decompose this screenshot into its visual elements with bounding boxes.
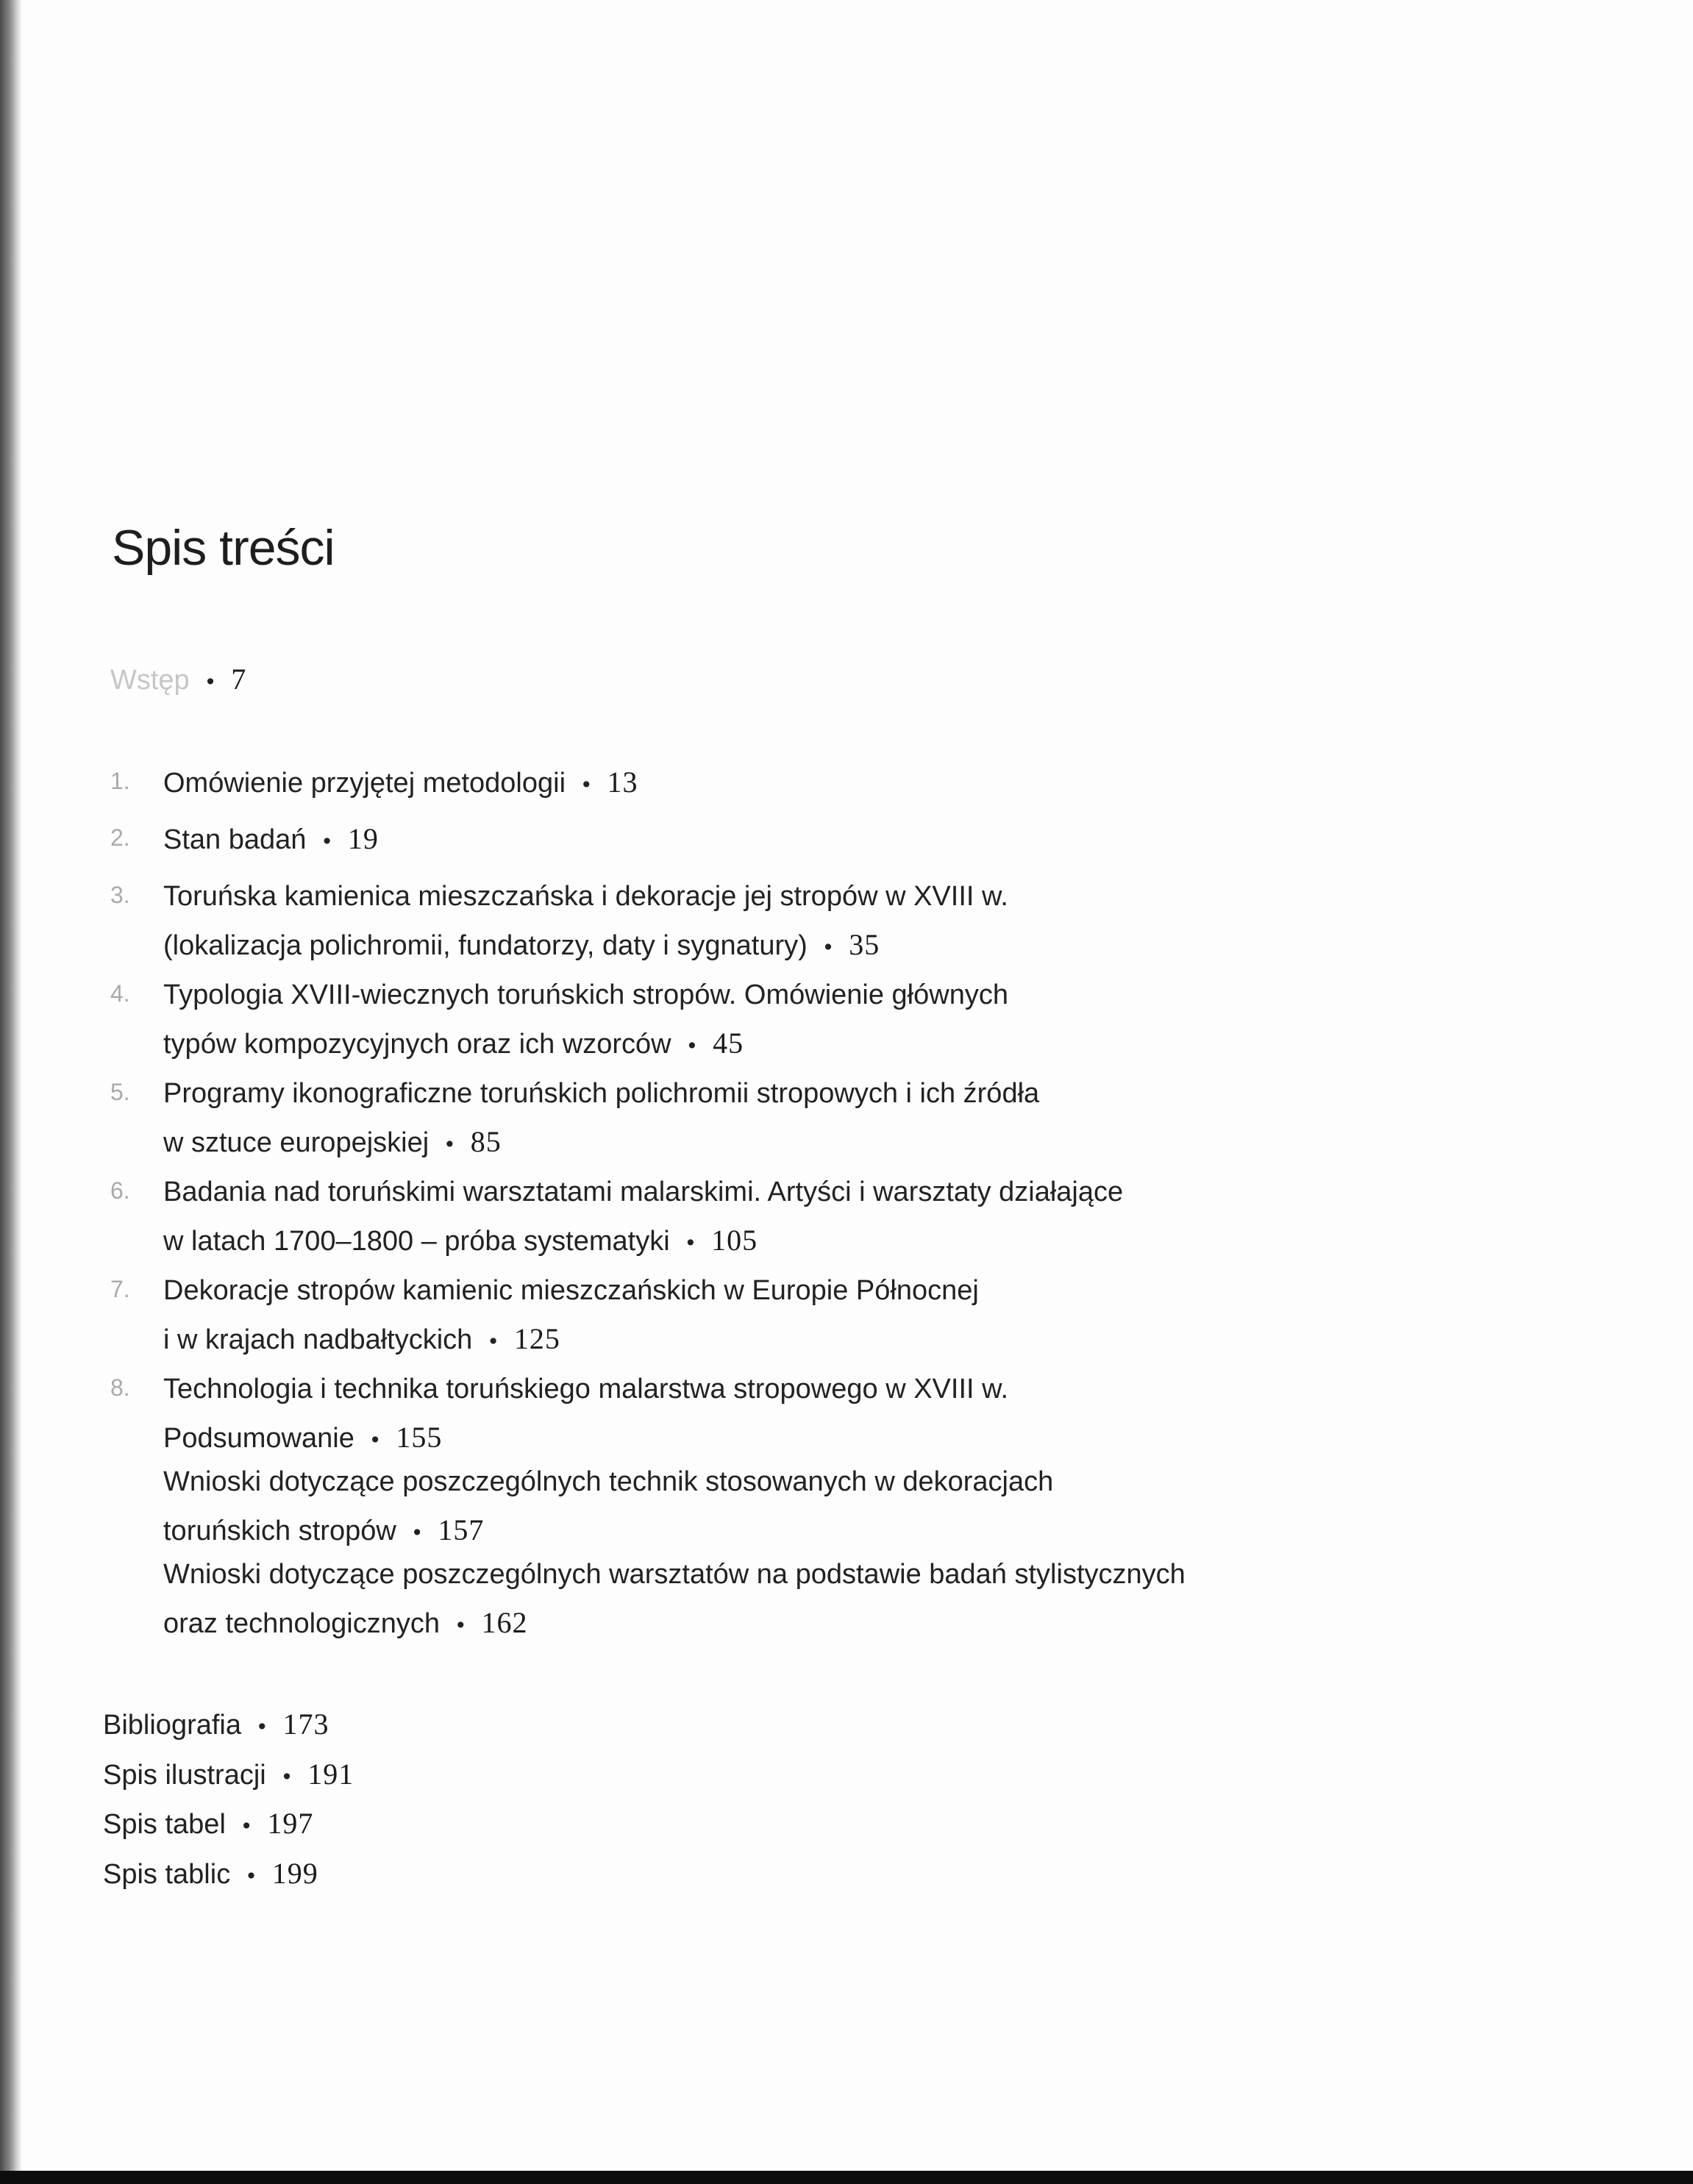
entry-label: Wstęp [110,665,190,696]
page-number: 7 [231,663,247,696]
separator-dot: • [240,1814,253,1838]
separator-dot: • [256,1715,268,1739]
page-number: 173 [282,1707,329,1741]
chapter-number: 1. [110,768,130,794]
chapter-title: Dekoracje stropów kamienic mieszczańskich w Europie Północnej [163,1275,979,1306]
toc-entry-chapter-1 [163,758,638,810]
separator-dot: • [685,1034,699,1058]
toc-entry-chapter-3 [163,872,1008,972]
page-number: 199 [271,1857,318,1890]
chapter-title: Technologia i technika toruńskiego malarstwa stropowego w XVIII w. [163,1374,1009,1405]
page-number: 19 [347,822,379,855]
chapter-number: 3. [110,882,130,908]
conclusion-title-continued: toruńskich stropów [163,1516,396,1546]
chapter-number: 4. [110,980,130,1007]
toc-entry-conclusion-techniques [163,1457,1053,1557]
toc-entry-list-of-plates [103,1849,318,1901]
chapter-number: 8. [110,1374,130,1401]
page-number: 157 [438,1513,485,1546]
separator-dot: • [245,1864,257,1888]
page-number: 197 [267,1807,314,1840]
page-number: 155 [396,1421,443,1454]
chapter-title-continued: i w krajach nadbałtyckich [163,1324,473,1355]
chapter-title: Stan badań [163,824,307,855]
toc-entry-conclusion-workshops [163,1550,1186,1650]
toc-entry-chapter-5 [163,1069,1039,1169]
chapter-title: Programy ikonograficzne toruńskich polichromii stropowych i ich źródła [163,1078,1040,1109]
chapter-number: 6. [110,1177,130,1204]
chapter-number: 5. [110,1079,130,1105]
chapter-title-continued: w sztuce europejskiej [163,1127,430,1158]
chapter-title-continued: Podsumowanie [163,1423,354,1454]
separator-dot: • [410,1521,424,1545]
separator-dot: • [487,1330,499,1354]
page-number: 162 [481,1606,528,1639]
conclusion-title: Wnioski dotyczące poszczególnych warsztatów na podstawie badań stylistycznych [163,1559,1186,1590]
scan-bottom-edge [0,2171,1693,2184]
chapter-title-continued: typów kompozycyjnych oraz ich wzorców [163,1029,671,1060]
toc-entry-chapter-4 [163,971,1008,1071]
page-number: 105 [711,1224,758,1257]
page-title: Spis treści [112,520,335,576]
separator-dot: • [455,1613,467,1638]
chapter-title: Toruńska kamienica mieszczańska i dekoracje jej stropów w XVIII w. [163,881,1008,912]
conclusion-title-continued: oraz technologicznych [163,1608,440,1639]
separator-dot: • [321,829,333,854]
toc-entry-intro [110,655,246,707]
entry-label: Spis tablic [103,1859,231,1890]
page-number: 191 [307,1757,354,1791]
page-number: 45 [713,1027,744,1060]
chapter-title: Omówienie przyjętej metodologii [163,768,566,799]
toc-entry-list-of-illustrations [103,1750,354,1802]
chapter-number: 2. [110,824,130,851]
toc-entry-list-of-tables [103,1799,313,1851]
entry-label: Spis ilustracji [103,1760,266,1791]
toc-entry-chapter-6 [163,1168,1123,1268]
separator-dot: • [821,935,835,960]
book-spine-shadow [0,0,22,2184]
separator-dot: • [280,1765,293,1789]
separator-dot: • [684,1231,697,1255]
chapter-number: 7. [110,1276,130,1302]
entry-label: Bibliografia [103,1710,241,1741]
page-number: 85 [470,1125,502,1158]
page-number: 125 [513,1322,560,1355]
chapter-title-continued: (lokalizacja polichromii, fundatorzy, daty i sygnatury) [163,930,808,961]
toc-entry-chapter-8 [163,1365,1008,1465]
separator-dot: • [368,1428,382,1452]
conclusion-title: Wnioski dotyczące poszczególnych technik stosowanych w dekoracjach [163,1466,1054,1497]
chapter-title: Typologia XVIII-wiecznych toruńskich stropów. Omówienie głównych [163,979,1008,1010]
toc-entry-chapter-2 [163,815,379,866]
toc-entry-bibliography [103,1700,329,1752]
separator-dot: • [204,670,217,694]
entry-label: Spis tabel [103,1809,226,1840]
toc-entry-chapter-7 [163,1266,979,1366]
page-number: 13 [607,766,638,799]
chapter-title-continued: w latach 1700–1800 – próba systematyki [163,1226,670,1257]
chapter-title: Badania nad toruńskimi warsztatami malarskimi. Artyści i warsztaty działające [163,1177,1124,1207]
separator-dot: • [580,773,593,797]
separator-dot: • [443,1132,456,1157]
page-number: 35 [849,928,880,961]
